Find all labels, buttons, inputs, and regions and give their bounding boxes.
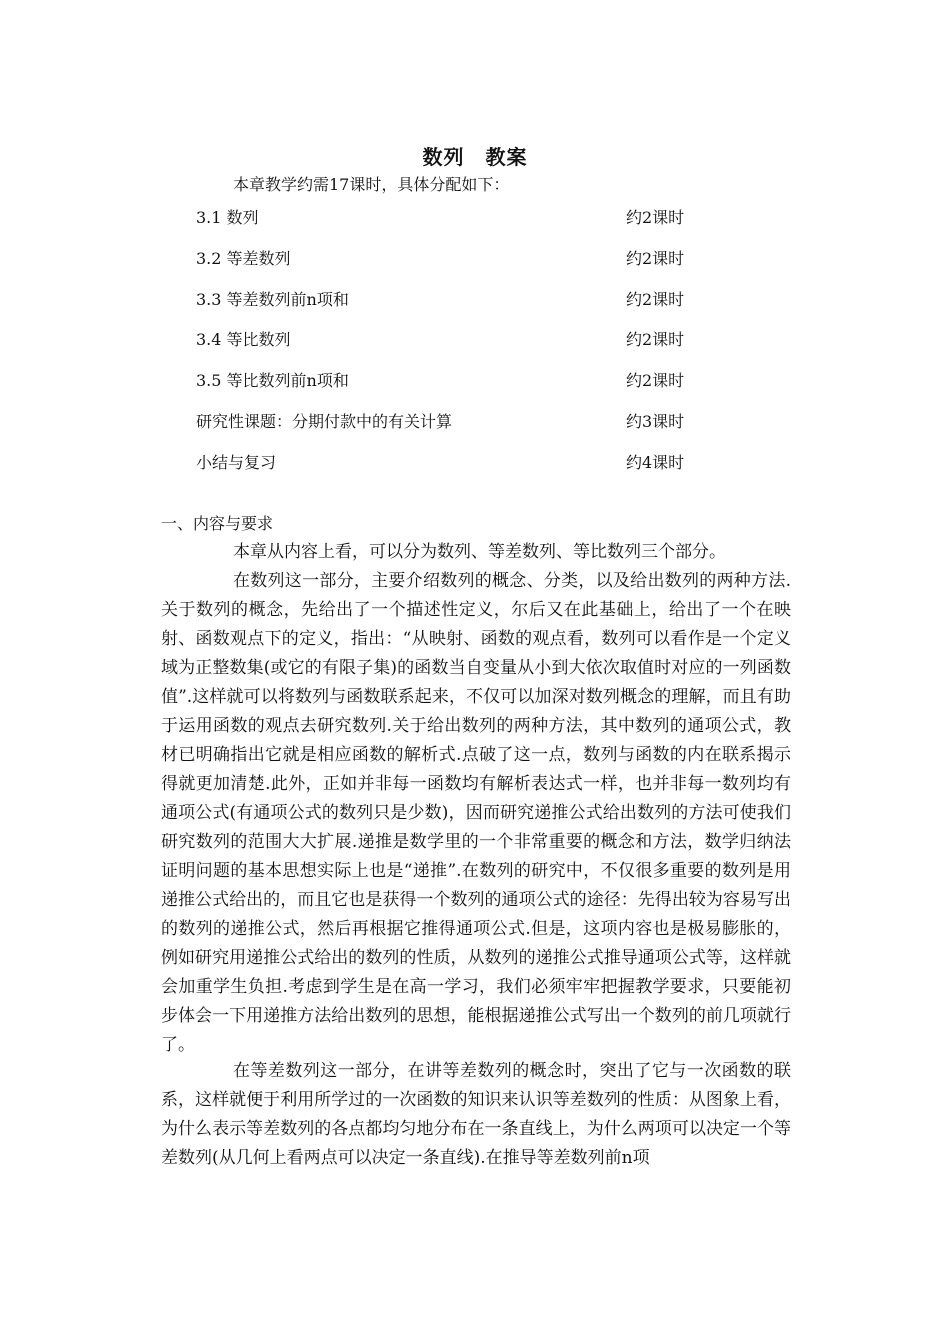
allocation-item-name: 3.5 等比数列前n项和 [196, 371, 349, 390]
allocation-item-hours: 约2课时 [626, 208, 685, 227]
allocation-item-name: 3.1 数列 [196, 208, 259, 227]
allocation-item-hours: 约2课时 [626, 249, 685, 268]
page-title: 数列 教案 [422, 145, 528, 169]
allocation-row [196, 327, 716, 351]
allocation-item-hours: 约2课时 [626, 330, 685, 349]
allocation-row [196, 205, 716, 229]
allocation-item-hours: 约2课时 [626, 371, 685, 390]
allocation-item-name: 3.4 等比数列 [196, 330, 291, 349]
allocation-item-hours: 约4课时 [626, 453, 685, 472]
intro-line: 本章教学约需17课时，具体分配如下： [233, 175, 510, 194]
body-paragraph: 本章从内容上看，可以分为数列、等差数列、等比数列三个部分。 [233, 542, 726, 562]
allocation-item-name: 研究性课题：分期付款中的有关计算 [196, 412, 453, 431]
allocation-row [196, 246, 716, 270]
allocation-item-hours: 约2课时 [626, 290, 685, 309]
allocation-row [196, 287, 716, 311]
body-paragraph: 在等差数列这一部分，在讲等差数列的概念时，突出了它与一次函数的联系，这样就便于利用所学过的一次函数的知识来认识等差数列的性质：从图象上看，为什么表示等差数列的各点都均匀地分布在一条直线上，为什么两项可以决定一个等差数列(从几何上看两点可以决定一条直线).在推导等差数列前n项 [161, 1061, 791, 1168]
allocation-row [196, 450, 716, 474]
allocation-row [196, 368, 716, 392]
allocation-item-name: 3.2 等差数列 [196, 249, 291, 268]
allocation-item-name: 3.3 等差数列前n项和 [196, 290, 349, 309]
allocation-item-name: 小结与复习 [196, 453, 277, 472]
allocation-item-hours: 约3课时 [626, 412, 685, 431]
section-heading: 一、内容与要求 [161, 514, 274, 533]
allocation-row [196, 409, 716, 433]
body-paragraph: 在数列这一部分，主要介绍数列的概念、分类，以及给出数列的两种方法.关于数列的概念，先给出了一个描述性定义，尔后又在此基础上，给出了一个在映射、函数观点下的定义，指出：“从映射、函数的观点看，数列可以看作是一个定义域为正整数集(或它的有限子集)的函数当自变量从小到大依次取值时对应的一列函数值”.这样就可以将数列与函数联系起来，不仅可以加深对数列概念的理解，而且有助于运用函数的观点去研究数列.关于给出数列的两种方法，其中数列的通项公式，教材已明确指出它就是相应函数的解析式.点破了这一点，数列与函数的内在联系揭示得就更加清楚.此外，正如并非每一函数均有解析表达式一样，也并非每一数列均有通项公式(有通项公式的数列只是少数)，因而研究递推公式给出数列的方法可使我们研究数列的范围大大扩展.递推是数学里的一个非常重要的概念和方法，数学归纳法证明问题的基本思想实际上也是“递推”.在数列的研究中，不仅很多重要的数列是用递推公式给出的，而且它也是获得一个数列的通项公式的途径：先得出较为容易写出的数列的递推公式，然后再根据它推得通项公式.但是，这项内容也是极易膨胀的，例如研究用递推公式给出的数列的性质，从数列的递推公式推导通项公式等，这样就会加重学生负担.考虑到学生是在高一学习，我们必须牢牢把握教学要求，只要能初步体会一下用递推方法给出数列的思想，能根据递推公式写出一个数列的前几项就行了。 [161, 571, 791, 1055]
